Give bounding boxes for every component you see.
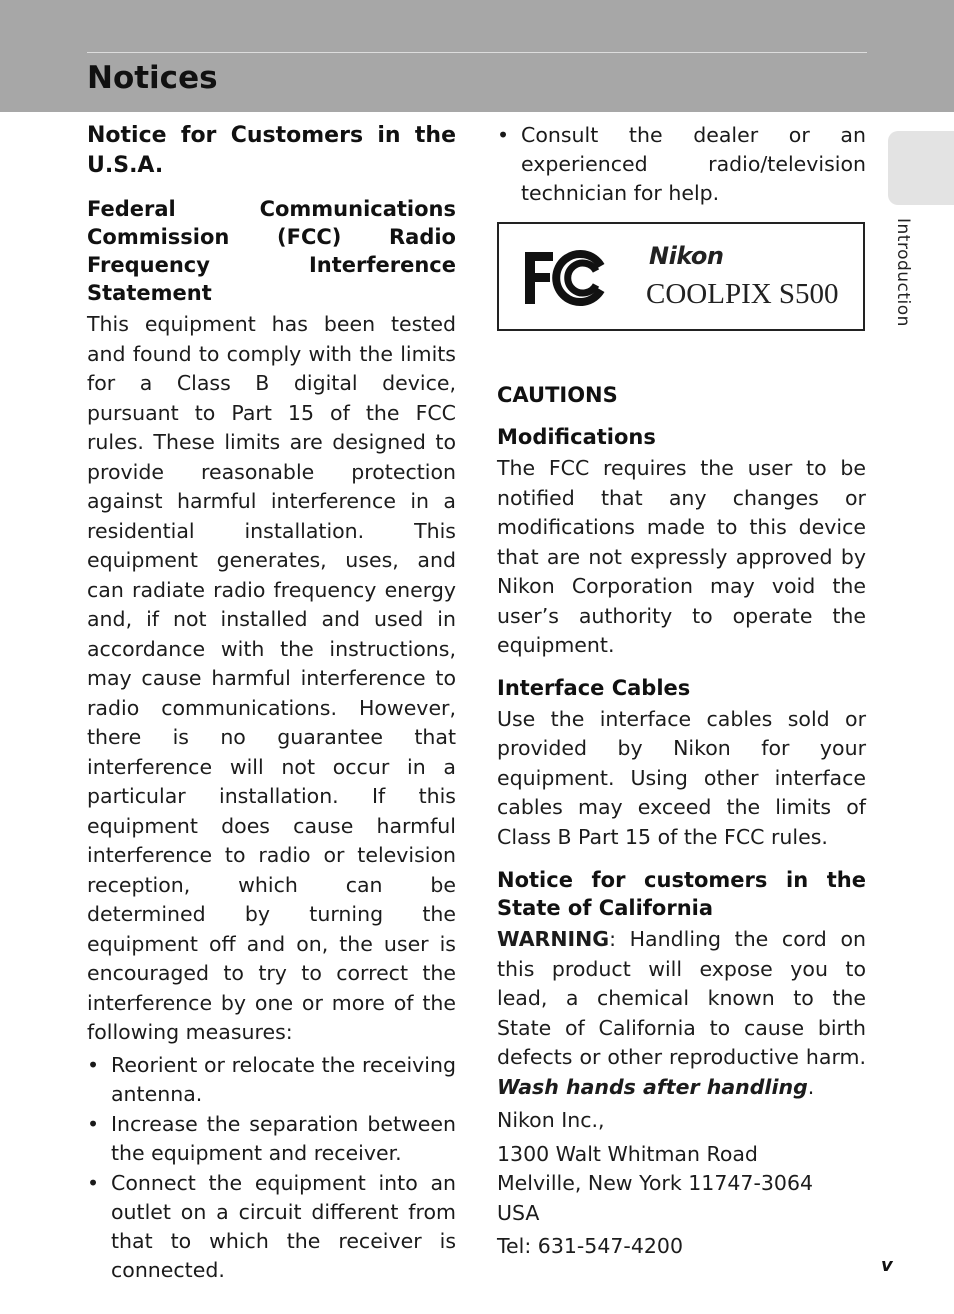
interface-cables-heading: Interface Cables [497, 675, 691, 700]
list-item [87, 1169, 456, 1285]
cautions-heading: CAUTIONS [497, 383, 618, 407]
page-number: v [881, 1255, 893, 1276]
camera-model: COOLPIX S500 [646, 278, 839, 310]
page-title: Notices [87, 60, 218, 96]
company-name: Nikon Inc., [497, 1108, 605, 1132]
bullet-dot: • [87, 1052, 100, 1077]
list-item [87, 1051, 456, 1109]
california-warning [497, 925, 866, 1102]
nikon-logo: Nikon [649, 242, 724, 270]
fcc-statement-paragraph: This equipment has been tested and found to comply with the limits for a Class B digital device, pursuant to Part 15 of the FCC rules. These limits are designed to provide reasonable protection against harmful interference in a residential installation. This equipment generates, uses, and can radiate radio frequency energy and, if not installed and used in accordance with the instructions, may cause harmful interference to radio communications. However, there is no guarantee that interference will not occur in a particular installation. If this equipment does cause harmful interference to radio or television reception, which can be determined by turning the equipment off and on, the user is encouraged to try to correct the interference by one or more of the following measures: [87, 312, 456, 1044]
address-line-1: 1300 Walt Whitman Road [497, 1141, 758, 1166]
consult-list [497, 121, 866, 208]
usa-notice-heading: Notice for Customers in the U.S.A. [87, 123, 456, 178]
california-section [497, 866, 866, 1262]
fcc-statement-heading: Federal Communications Commission (FCC) Radio Frequency Interference Statement [87, 197, 456, 305]
list-item-text: Increase the separation between the equipment and receiver. [111, 1111, 456, 1165]
warning-text: : Handling the cord on this product will expose you to lead, a chemical known to the State of California to cause birth defects or other reproductive harm. [497, 927, 866, 1069]
section-tab [888, 131, 954, 205]
modifications-section [497, 423, 866, 661]
bullet-dot: • [497, 123, 510, 147]
page-header [0, 0, 954, 112]
warning-label: WARNING [497, 927, 610, 951]
list-item-text: Reorient or relocate the receiving antenna. [111, 1052, 456, 1106]
modifications-heading: Modifications [497, 425, 656, 449]
address-line-3: USA [497, 1200, 540, 1225]
wash-hands-text: Wash hands after handling [497, 1074, 808, 1099]
right-column [497, 121, 866, 1262]
left-column [87, 121, 456, 1286]
address-line-2: Melville, New York 11747-3064 [497, 1171, 814, 1195]
bullet-dot: • [87, 1170, 100, 1195]
warning-period: . [807, 1074, 815, 1099]
modifications-text: The FCC requires the user to be notified that any changes or modifications made to this device that are not expressly approved by Nikon Corporation may void the user’s authority to operate the equipment. [497, 456, 866, 657]
list-item-text: Consult the dealer or an experienced radio/television technician for help. [521, 123, 866, 205]
interface-cables-section [497, 674, 866, 853]
list-item-text: Connect the equipment into an outlet on a circuit different from that to which the receiver is connected. [111, 1170, 456, 1282]
section-tab-label: Introduction [893, 218, 913, 327]
bullet-dot: • [87, 1111, 100, 1136]
header-divider [87, 52, 867, 53]
telephone: Tel: 631-547-4200 [497, 1234, 683, 1258]
fcc-compliance-box [497, 222, 865, 331]
list-item [497, 121, 866, 208]
fcc-logo-icon [523, 248, 605, 308]
california-heading: Notice for customers in the State of California [497, 868, 866, 920]
list-item [87, 1110, 456, 1168]
interface-cables-text: Use the interface cables sold or provided by Nikon for your equipment. Using other interface cables may exceed the limits of Class B Part 15 of the FCC rules. [497, 706, 866, 849]
measures-list [87, 1051, 456, 1285]
